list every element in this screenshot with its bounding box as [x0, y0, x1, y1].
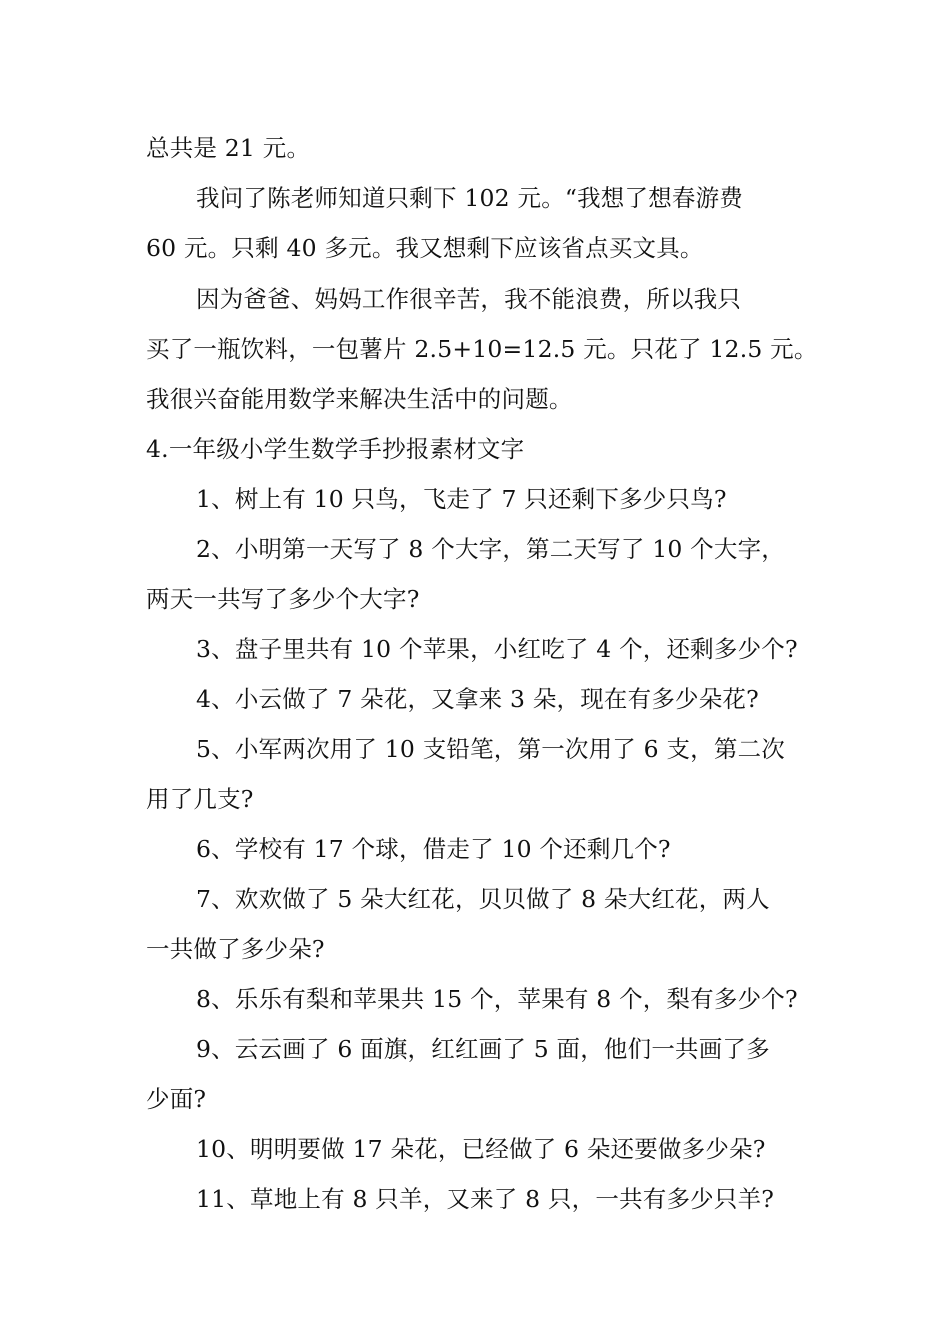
paragraph-line: 因为爸爸、妈妈工作很辛苦，我不能浪费，所以我只 [196, 285, 742, 313]
question-line: 10、明明要做 17 朵花，已经做了 6 朵还要做多少朵? [196, 1135, 766, 1163]
question-line: 两天一共写了多少个大字? [146, 585, 420, 613]
question-line: 2、小明第一天写了 8 个大字，第二天写了 10 个大字， [196, 535, 785, 563]
question-line: 3、盘子里共有 10 个苹果，小红吃了 4 个，还剩多少个? [196, 635, 798, 663]
question-line: 5、小军两次用了 10 支铅笔，第一次用了 6 支，第二次 [196, 735, 785, 763]
question-line: 8、乐乐有梨和苹果共 15 个，苹果有 8 个，梨有多少个? [196, 985, 798, 1013]
question-line: 6、学校有 17 个球，借走了 10 个还剩几个? [196, 835, 671, 863]
question-line: 用了几支? [146, 785, 254, 813]
question-line: 9、云云画了 6 面旗，红红画了 5 面，他们一共画了多 [196, 1035, 770, 1063]
question-line: 4、小云做了 7 朵花，又拿来 3 朵，现在有多少朵花? [196, 685, 759, 713]
question-line: 11、草地上有 8 只羊，又来了 8 只，一共有多少只羊? [196, 1185, 775, 1213]
paragraph-line: 我问了陈老师知道只剩下 102 元。“我想了想春游费 [196, 184, 744, 212]
paragraph-line: 买了一瓶饮料，一包薯片 2.5+10=12.5 元。只花了 12.5 元。 [146, 335, 818, 363]
section-heading: 4.一年级小学生数学手抄报素材文字 [146, 435, 525, 463]
paragraph-line: 我很兴奋能用数学来解决生活中的问题。 [146, 385, 573, 413]
paragraph-line: 总共是 21 元。 [146, 134, 311, 162]
question-line: 少面? [146, 1085, 207, 1113]
question-line: 一共做了多少朵? [146, 935, 325, 963]
question-line: 1、树上有 10 只鸟，飞走了 7 只还剩下多少只鸟? [196, 485, 727, 513]
question-line: 7、欢欢做了 5 朵大红花，贝贝做了 8 朵大红花，两人 [196, 885, 770, 913]
paragraph-line: 60 元。只剩 40 多元。我又想剩下应该省点买文具。 [146, 234, 704, 262]
